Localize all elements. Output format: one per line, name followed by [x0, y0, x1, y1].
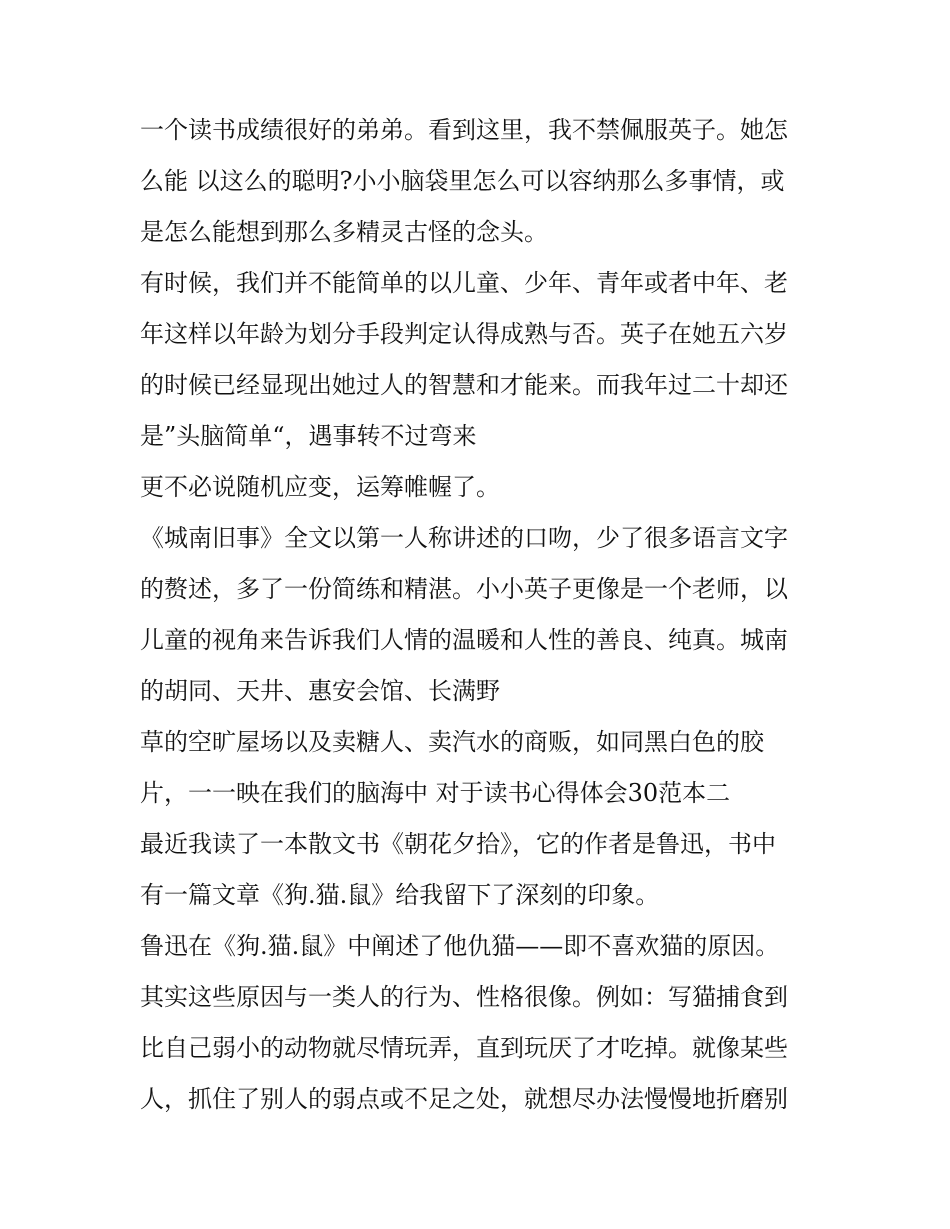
text-line: 儿童的视角来告诉我们人情的温暖和人性的善良、纯真。城南: [140, 626, 788, 654]
text-line: 更不必说随机应变，运筹帷幄了。: [140, 473, 500, 501]
text-line: 比自己弱小的动物就尽情玩弄，直到玩厌了才吃掉。就像某些: [140, 1034, 788, 1062]
text-line: 年这样以年龄为划分手段判定认得成熟与否。英子在她五六岁: [140, 320, 788, 348]
text-line: 是”头脑简单“，遇事转不过弯来: [140, 422, 477, 450]
text-line: 一个读书成绩很好的弟弟。看到这里，我不禁佩服英子。她怎: [140, 116, 788, 144]
text-line: 有时候，我们并不能简单的以儿童、少年、青年或者中年、老: [140, 269, 788, 297]
text-line: 么能 以这么的聪明?小小脑袋里怎么可以容纳那么多事情，或: [140, 167, 785, 195]
text-line: 片，一一映在我们的脑海中 对于读书心得体会30范本二: [140, 779, 731, 807]
text-line: 的时候已经显现出她过人的智慧和才能来。而我年过二十却还: [140, 371, 788, 399]
text-line: 是怎么能想到那么多精灵古怪的念头。: [140, 218, 548, 246]
text-line: 的赘述，多了一份简练和精湛。小小英子更像是一个老师，以: [140, 575, 788, 603]
text-line: 有一篇文章《狗.猫.鼠》给我留下了深刻的印象。: [140, 881, 660, 909]
text-line: 草的空旷屋场以及卖糖人、卖汽水的商贩，如同黑白色的胶: [140, 728, 764, 756]
text-line: 其实这些原因与一类人的行为、性格很像。例如：写猫捕食到: [140, 983, 788, 1011]
body-text: [140, 105, 820, 1125]
text-line: 人，抓住了别人的弱点或不足之处，就想尽办法慢慢地折磨别: [140, 1085, 788, 1113]
text-line: 鲁迅在《狗.猫.鼠》中阐述了他仇猫——即不喜欢猫的原因。: [140, 932, 780, 960]
text-line: 《城南旧事》全文以第一人称讲述的口吻，少了很多语言文字: [140, 524, 788, 552]
text-line: 的胡同、天井、惠安会馆、长满野: [140, 677, 500, 705]
text-line: 最近我读了一本散文书《朝花夕拾》，它的作者是鲁迅，书中: [140, 830, 776, 858]
